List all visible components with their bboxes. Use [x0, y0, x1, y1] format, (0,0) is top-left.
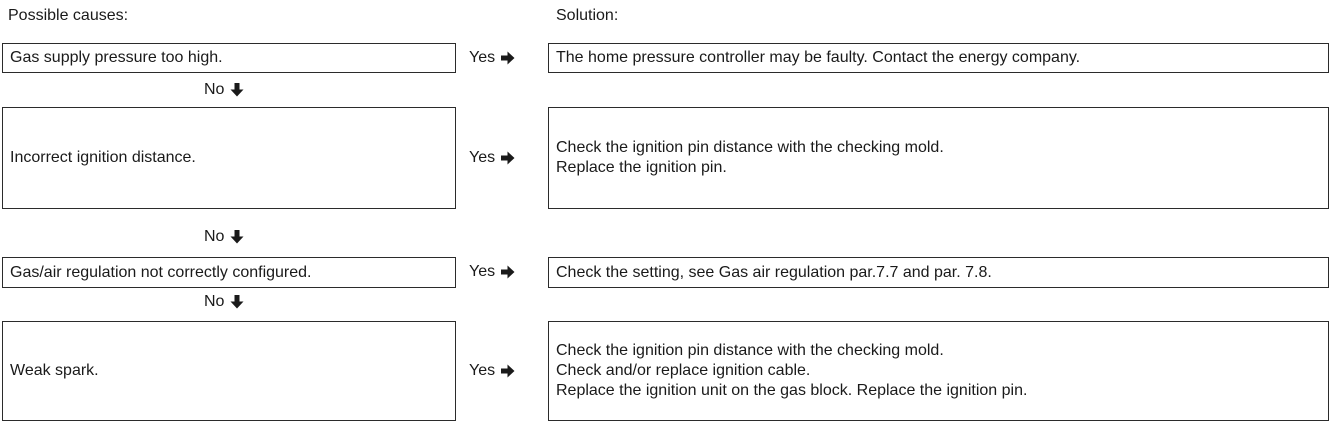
yes-connector — [469, 48, 515, 68]
down-arrow-icon — [230, 295, 244, 309]
right-arrow-icon — [501, 151, 515, 165]
no-connector — [204, 80, 244, 100]
yes-connector — [469, 361, 515, 381]
yes-label: Yes — [469, 49, 496, 66]
solution-box-weak-spark — [548, 321, 1329, 421]
solution-line: Replace the ignition unit on the gas block. Replace the ignition pin. — [556, 382, 1028, 399]
solution-line: Check the setting, see Gas air regulation par.7.7 and par. 7.8. — [556, 263, 992, 281]
cause-box-weak-spark — [2, 321, 456, 421]
no-label: No — [204, 293, 225, 310]
cause-text: Gas/air regulation not correctly configured. — [10, 263, 312, 281]
cause-text: Gas supply pressure too high. — [10, 49, 223, 66]
cause-box-gas-air-regulation — [2, 257, 456, 288]
no-connector — [204, 227, 244, 247]
causes-header: Possible causes: — [8, 7, 129, 24]
solution-header: Solution: — [556, 7, 619, 24]
right-arrow-icon — [501, 265, 515, 279]
solution-box-gas-pressure — [548, 43, 1329, 73]
solution-box-gas-air-regulation — [548, 257, 1329, 288]
cause-box-gas-pressure — [2, 43, 456, 73]
yes-connector — [469, 262, 515, 282]
solution-line: Check and/or replace ignition cable. — [556, 362, 811, 379]
down-arrow-icon — [230, 230, 244, 244]
cause-text: Incorrect ignition distance. — [10, 149, 196, 166]
right-arrow-icon — [501, 364, 515, 378]
yes-connector — [469, 148, 515, 168]
no-connector — [204, 292, 244, 312]
yes-label: Yes — [469, 149, 496, 166]
right-arrow-icon — [501, 51, 515, 65]
down-arrow-icon — [230, 83, 244, 97]
solution-line: Replace the ignition pin. — [556, 159, 727, 176]
solution-box-ignition-distance — [548, 107, 1329, 209]
cause-text: Weak spark. — [10, 362, 99, 379]
cause-box-ignition-distance — [2, 107, 456, 209]
solution-line: The home pressure controller may be faulty. Contact the energy company. — [556, 49, 1081, 66]
no-label: No — [204, 228, 225, 245]
no-label: No — [204, 81, 225, 98]
yes-label: Yes — [469, 362, 496, 379]
yes-label: Yes — [469, 263, 496, 280]
solution-line: Check the ignition pin distance with the checking mold. — [556, 139, 944, 156]
solution-line: Check the ignition pin distance with the checking mold. — [556, 342, 944, 359]
